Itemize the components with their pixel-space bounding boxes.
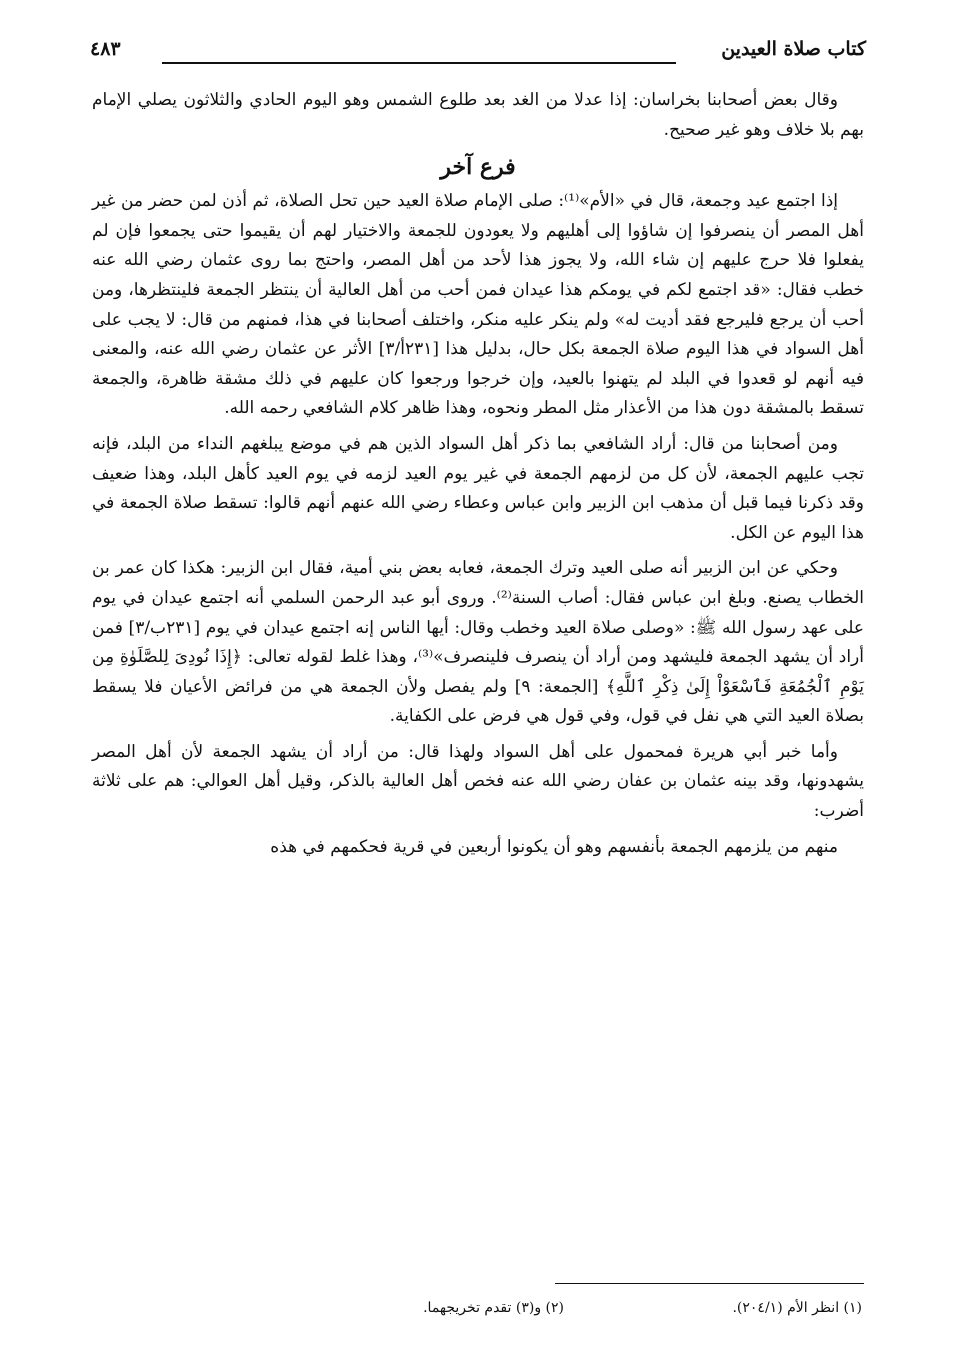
footnote-1: (١) انظر الأم (٢٠٤/١). [732, 1300, 862, 1316]
section-heading: فرع آخر [440, 154, 516, 181]
page-number: ٤٨٣ [90, 38, 121, 60]
paragraph: وحكي عن ابن الزبير أنه صلى العيد وترك الجمعة، فعابه بعض بني أمية، فقال ابن الزبير: هكذا كان عمر بن الخطاب يصنع. وبلغ ابن عباس فقال: أصاب السنة⁽²⁾. وروى أبو عبد الرحمن السلمي أنه اجتمع عيدان في يوم على عهد رسول الله ﷺ: «وصلى صلاة العيد وخطب وقال: أيها الناس إنه اجتمع عيدان في يوم [٢٣١ب/٣] فمن أراد أن يشهد الجمعة فليشهد ومن أراد أن ينصرف فلينصرف»⁽³⁾، وهذا غلط لقوله تعالى: ﴿إِذَا نُودِىَ لِلصَّلَوٰةِ مِن يَوْمِ ٱلْجُمُعَةِ فَٱسْعَوْاْ إِلَىٰ ذِكْرِ ٱللَّهِ﴾ [الجمعة: ٩] ولم يفصل ولأن الجمعة هي من فرائض الأعيان فلا يسقط بصلاة العيد التي هي نفل في قول، وفي قول هي فرض على الكفاية. [92, 558, 864, 727]
paragraph-intro: وقال بعض أصحابنا بخراسان: إذا عدلا من الغد بعد طلوع الشمس وهو اليوم الحادي والثلاثون يصلي الإمام بهم بلا خلاف وهو غير صحيح. [92, 90, 864, 140]
page-header [90, 36, 866, 76]
paragraph: منهم من يلزمهم الجمعة بأنفسهم وهو أن يكونوا أربعين في قرية فحكمهم في هذه [270, 836, 838, 857]
main-text [92, 86, 864, 862]
running-title: كتاب صلاة العيدين [721, 38, 866, 60]
footnote-2-3: (٢) و(٣) تقدم تخريجهما. [423, 1300, 564, 1316]
paragraph: إذا اجتمع عيد وجمعة، قال في «الأم»⁽¹⁾: صلى الإمام صلاة العيد حين تحل الصلاة، ثم أذن لمن حضر من غير أهل المصر أن ينصرفوا إن شاؤوا إلى أهليهم ولا يعودون للجمعة والاختيار لهم أن يقيموا حتى يجمعوا فإن لم يفعلوا فلا حرج عليهم إن شاء الله، ولا يجوز هذا لأحد من أهل المصر، واحتج بما روى عثمان رضي الله عنه خطب فقال: «قد اجتمع لكم في يومكم هذا عيدان فمن أحب من أهل العالية أن ينتظر الجمعة فلينتظرها، ومن أحب أن يرجع فليرجع فقد أديت له» ولم ينكر عليه منكر، واختلف أصحابنا في هذا، فمنهم من قال: لا يجب على أهل السواد في هذا اليوم صلاة الجمعة بكل حال، بدليل هذا [٢٣١أ/٣] الأثر عن عثمان رضي الله عنه، والمعنى فيه أنهم لو قعدوا في البلد لم يتهنوا بالعيد، وإن خرجوا ورجعوا كان عليهم في ذلك مشقة ظاهرة، والجمعة تسقط بالمشقة دون هذا من الأعذار مثل المطر ونحوه، وهذا ظاهر كلام الشافعي رحمه الله. [92, 191, 864, 419]
footnotes [92, 1296, 864, 1322]
header-rule [162, 62, 676, 64]
paragraph: وأما خبر أبي هريرة فمحمول على أهل السواد ولهذا قال: من أراد أن يشهد الجمعة لأن أهل المصر يشهدونها، وقد بينه عثمان بن عفان رضي الله عنه فخص أهل العالية بالذكر، وقيل أهل العوالي: هم على ثلاثة أضرب: [92, 741, 864, 822]
paragraph: ومن أصحابنا من قال: أراد الشافعي بما ذكر أهل السواد الذين هم في موضع يبلغهم النداء من البلد، فإنه تجب عليهم الجمعة، لأن كل من لزمهم الجمعة في غير يوم العيد لزمه في يوم العيد كأهل البلد، وهذا ضعيف وقد ذكرنا فيما قبل أن مذهب ابن الزبير وابن عباس وعطاء رضي الله عنهم أنهم قالوا: تسقط صلاة الجمعة في هذا اليوم عن الكل. [92, 433, 864, 543]
footnote-separator [555, 1283, 864, 1284]
